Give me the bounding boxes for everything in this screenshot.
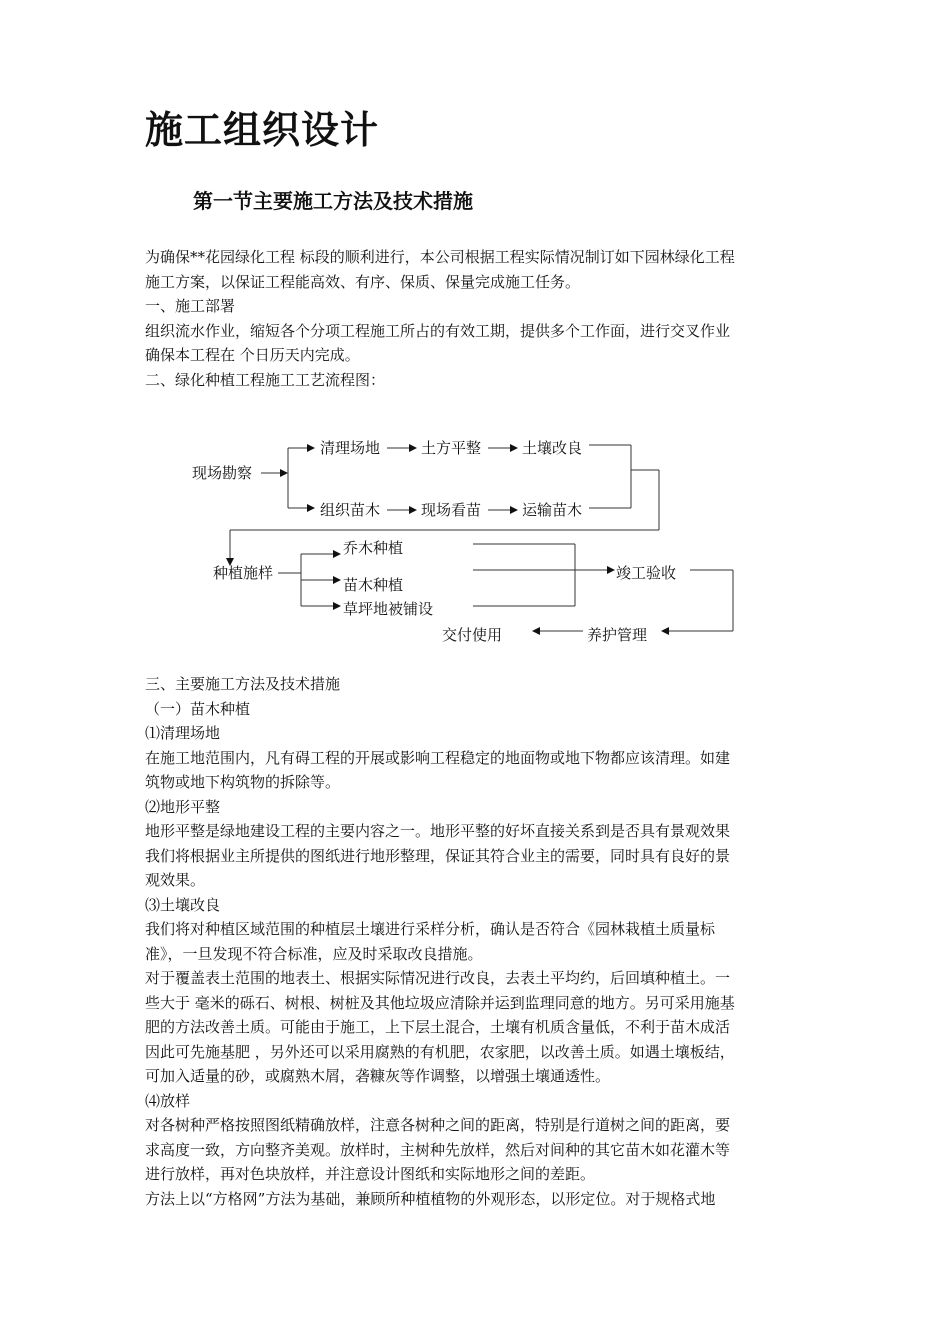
intro-line: 施工方案，以保证工程能高效、有序、保质、保量完成施工任务。 [145,272,581,291]
heading-methods: 三、主要施工方法及技术措施 [145,675,341,693]
heading-deployment: 一、施工部署 [145,297,236,315]
body-line: 肥的方法改善土质。可能由于施工，上下层土混合，土壤有机质含量低，不利于苗木成活 [145,1018,731,1036]
body-line: 求高度一致，方向整齐美观。放样时，主树种先放样，然后对间种的其它苗木如花灌木等 [145,1140,731,1159]
body-line: 准》，一旦发现不符合标准，应及时采取改良措施。 [145,944,483,963]
body-text [145,672,810,1211]
body-line: 对各树种严格按照图纸精确放样，注意各树种之间的距离，特别是行道树之间的距离，要 [145,1116,731,1134]
flow-node-tree-planting: 乔木种植 [343,539,404,557]
section-title: 第一节主要施工方法及技术措施 [193,189,473,213]
process-flowchart [145,420,810,655]
body-line: 可加入适量的砂，或腐熟木屑，砻糠灰等作调整，以增强土壤通透性。 [145,1067,611,1085]
document-title: 施工组织设计 [145,107,380,152]
body-line: 因此可先施基肥 ，另外还可以采用腐熟的有机肥，农家肥，以改善土质。如遇土壤板结， [145,1042,735,1061]
intro-line: 确保本工程在 个日历天内完成。 [145,346,360,364]
body-line: 我们将对种植区域范围的种植层土壤进行采样分析，确认是否符合《园林栽植土质量标 [145,920,716,938]
flow-node-improve-soil: 土壤改良 [522,439,583,457]
body-line: 进行放样，再对色块放样，并注意设计图纸和实际地形之间的差距。 [145,1165,596,1183]
item-heading-stakeout: ⑷放样 [145,1091,191,1110]
flow-start-node: 现场勘察 [192,464,253,482]
body-line: 些大于 毫米的砾石、树根、树桩及其他垃圾应清除并运到监理同意的地方。另可采用施基 [145,993,735,1012]
heading-flowchart: 二、绿化种植工程施工工艺流程图： [145,370,386,389]
flow-node-lawn-laying: 草坪地被铺设 [343,600,434,618]
flow-node-seedling-planting: 苗木种植 [343,576,404,594]
body-line: 地形平整是绿地建设工程的主要内容之一。地形平整的好坏直接关系到是否具有景观效果 [145,822,731,840]
item-heading-soil-improvement: ⑶土壤改良 [145,895,221,914]
flow-node-acceptance: 竣工验收 [616,564,677,582]
body-line: 我们将根据业主所提供的图纸进行地形整理，保证其符合业主的需要，同时具有良好的景 [145,846,731,865]
body-line: 方法上以“方格网”方法为基础，兼顾所种植植物的外观形态，以形定位。对于规格式地 [145,1189,716,1208]
intro-line: 为确保**花园绿化工程 标段的顺利进行，本公司根据工程实际情况制订如下园林绿化工程 [145,248,735,266]
flow-node-handover: 交付使用 [442,626,503,644]
item-heading-terrain-leveling: ⑵地形平整 [145,797,221,816]
flow-node-organize-seedlings: 组织苗木 [320,501,381,519]
flow-node-inspect-seedlings: 现场看苗 [421,501,482,519]
subheading-seedling-planting: （一）苗木种植 [145,699,251,718]
flow-node-level-earth: 土方平整 [421,439,482,457]
body-line: 在施工地范围内，凡有碍工程的开展或影响工程稳定的地面物或地下物都应该清理。如建 [145,748,731,767]
body-line: 观效果。 [145,871,206,889]
flow-node-stake-out: 种植施样 [213,564,274,582]
flow-node-transport-seedlings: 运输苗木 [522,501,583,519]
item-heading-clear-site: ⑴清理场地 [145,724,221,742]
flow-node-clear-site: 清理场地 [320,439,381,457]
intro-text [145,245,810,392]
intro-line: 组织流水作业，缩短各个分项工程施工所占的有效工期，提供多个工作面，进行交叉作业 [145,321,731,340]
flow-node-maintenance: 养护管理 [587,626,648,644]
body-line: 对于覆盖表土范围的地表土、根据实际情况进行改良，去表土平均约，后回填种植土。一 [145,969,731,987]
body-line: 筑物或地下构筑物的拆除等。 [145,773,341,791]
